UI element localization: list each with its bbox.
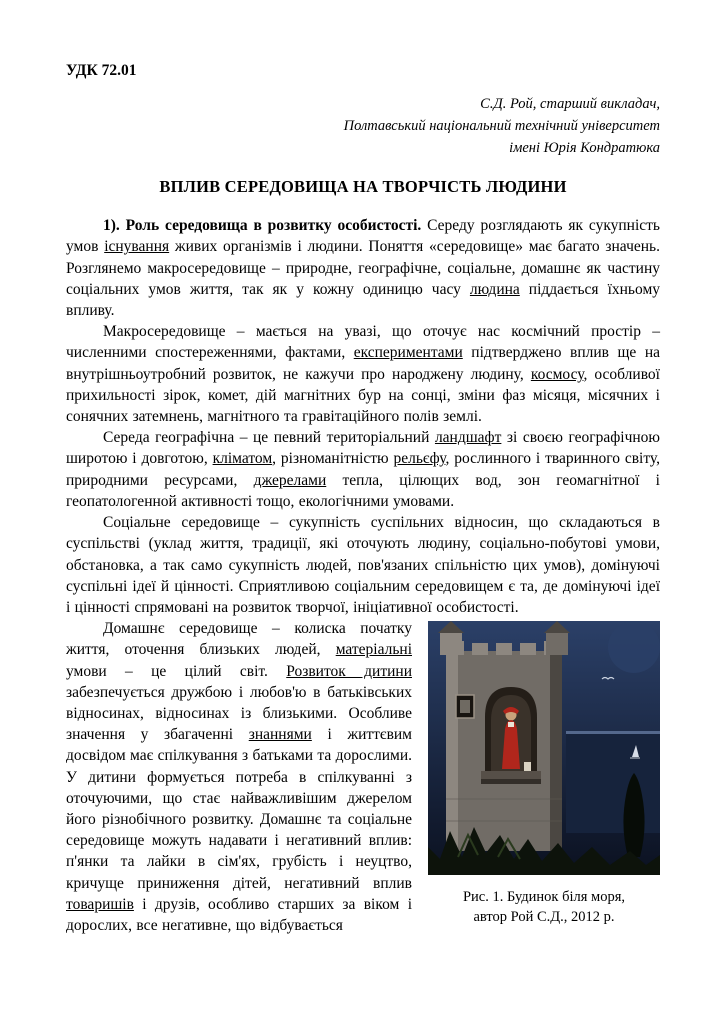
caption-line: автор Рой С.Д., 2012 р. bbox=[473, 909, 615, 926]
article-body bbox=[66, 215, 660, 936]
author-block bbox=[66, 94, 660, 159]
udk-code: УДК 72.01 bbox=[66, 62, 137, 79]
page-title: ВПЛИВ СЕРЕДОВИЩА НА ТВОРЧІСТЬ ЛЮДИНИ bbox=[159, 177, 567, 197]
author-line: імені Юрія Кондратюка bbox=[509, 139, 660, 156]
painting-image bbox=[428, 621, 660, 875]
painting-figure bbox=[428, 621, 660, 928]
paragraph: Макросередовище – мається на увазі, що оточує нас космічний простір – численними спостереженнями, фактами, експериментами підтверджено вплив ще на внутрішньоутробний розвиток, не кажучи про народжену людину, космосу, особливої прихильності зірок, комет, дій магнітних бур на сонці, зміни фаз місяця, місячних і сонячних затемнень, магнітного та гравітаційного полів землі. bbox=[66, 323, 660, 426]
paragraph: Домашнє середовище – колиска початку життя, оточення близьких людей, матеріальні умови – це цілий світ. Розвиток дитини забезпечується дружбою і любов'ю в батьківських відносинах, відносинах із близькими. Особливе значення у збагаченні знаннями і життєвим досвідом має спілкування з батьками та дорослими. У дитини формується потреба в спілкуванні з оточуючими, що стає найважливішим джерелом його різнобічного розвитку. Домашнє та соціальне середовище можуть надавати і негативний вплив: п'янки та лайки в сім'ях, грубість і неуцтво, кричуще приниження дітей, негативний вплив товаришів і друзів, особливо старших за віком і дорослих, все негативне, що відбувається bbox=[66, 620, 413, 934]
figure-caption bbox=[428, 887, 660, 928]
author-line: С.Д. Рой, старший викладач, bbox=[480, 96, 660, 112]
paragraph: Соціальне середовище – сукупність суспільних відносин, що складаються в суспільстві (уклад життя, традиції, які оточують людину, соціально-побутові умови, обстановка, а так само сукупність людей, пов'язаних спільністю цих умов), домінуючі суспільні ідеї й цінності. Сприятливою соціальним середовищем є та, де домінуючі ідеї і цінності спрямовані на розвиток творчої, ініціативної особистості. bbox=[66, 514, 660, 616]
caption-line: Рис. 1. Будинок біля моря, bbox=[462, 889, 626, 906]
paragraph: Середа географічна – це певний територіальний ландшафт зі своєю географічною широтою і довготою, кліматом, різноманітністю рельєфу, рослинного і тваринного світу, природними ресурсами, джерелами тепла, цілющих вод, зон геомагнітної і геопатологенной активності тощо, екологічними умовами. bbox=[66, 429, 660, 510]
paragraph: 1). Роль середовища в розвитку особистості. Середу розглядають як сукупність умов існування живих організмів і людини. Поняття «середовище» має багато значень. Розглянемо макросередовище – природне, географічне, соціальне, домашнє як частину соціальних умов життя, так як у кожну одиницю часу людина піддається їхньому впливу. bbox=[66, 217, 660, 320]
author-line: Полтавський національний технічний університет bbox=[343, 117, 660, 134]
